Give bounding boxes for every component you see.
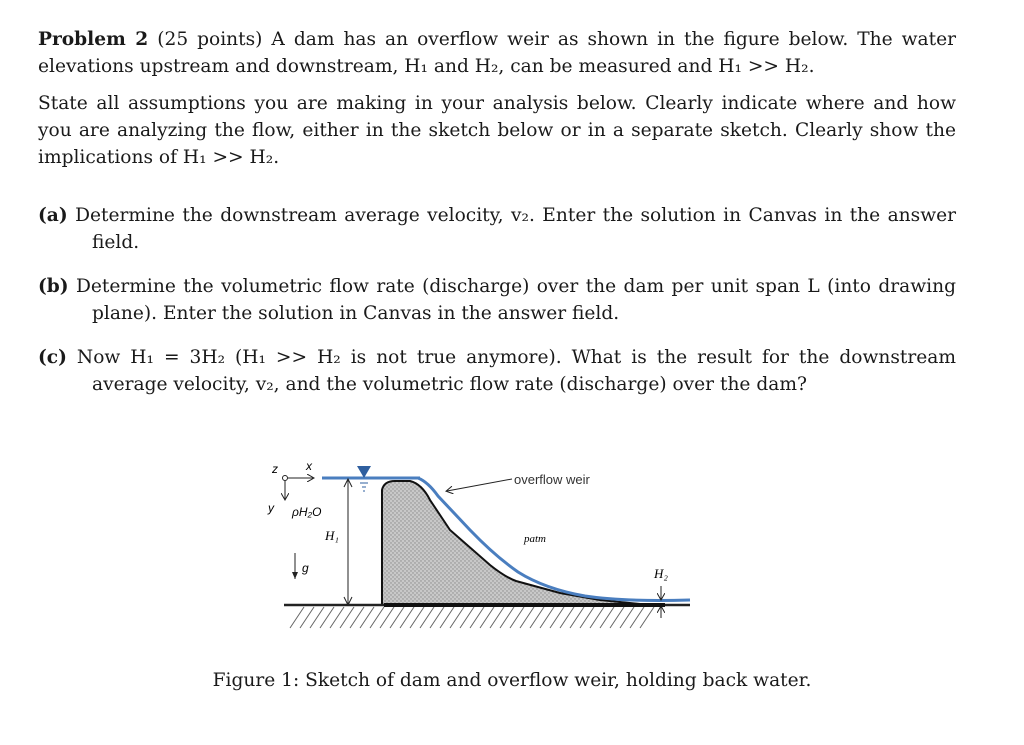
axis-x-label: x <box>306 459 312 473</box>
part-a-text: Determine the downstream average velocity, v₂. Enter the solution in Canvas in the answer field. <box>75 205 956 253</box>
problem-intro-text: A dam has an overflow weir as shown in the figure below. The water elevations upstream and downstream, H₁ and H₂, can be measured and H₁ >> H₂. <box>38 29 956 77</box>
ground-hatching <box>290 607 654 628</box>
part-c-text: Now H₁ = 3H₂ (H₁ >> H₂ is not true anymore). What is the result for the downstream average velocity, v₂, and the volumetric flow rate (discharge) over the dam? <box>76 347 956 395</box>
h1-label: H₁ <box>325 528 339 543</box>
part-b-text: Determine the volumetric flow rate (discharge) over the dam per unit span L (into drawing plane). Enter the solution in Canvas in the answer field. <box>76 276 956 324</box>
coordinate-axes <box>267 459 321 579</box>
weir-label: overflow weir <box>514 472 590 487</box>
origin-icon <box>283 476 288 481</box>
problem-heading: Problem 2 <box>38 29 149 50</box>
p-atm-label: patm <box>524 533 546 545</box>
problem-points: (25 points) <box>157 29 263 50</box>
gravity-label: g <box>302 561 309 575</box>
axis-z-label: z <box>272 462 278 476</box>
axis-y-label: y <box>268 501 274 515</box>
water-level-icon <box>357 466 371 478</box>
dam-body <box>382 481 660 605</box>
part-c-label: (c) <box>38 347 67 368</box>
figure-caption: Figure 1: Sketch of dam and overflow weir, holding back water. <box>212 670 812 691</box>
density-label: ρH₂O <box>292 505 322 519</box>
part-b-label: (b) <box>38 276 69 297</box>
weir-pointer-arrow <box>447 479 512 491</box>
h2-label: H₂ <box>654 566 668 581</box>
part-a-label: (a) <box>38 205 68 226</box>
assumptions-paragraph: State all assumptions you are making in your analysis below. Clearly indicate where and how you are analyzing the flow, either in the sketch below or in a separate sketch. Clearly show the implications of H₁ >> H₂. <box>38 93 956 168</box>
